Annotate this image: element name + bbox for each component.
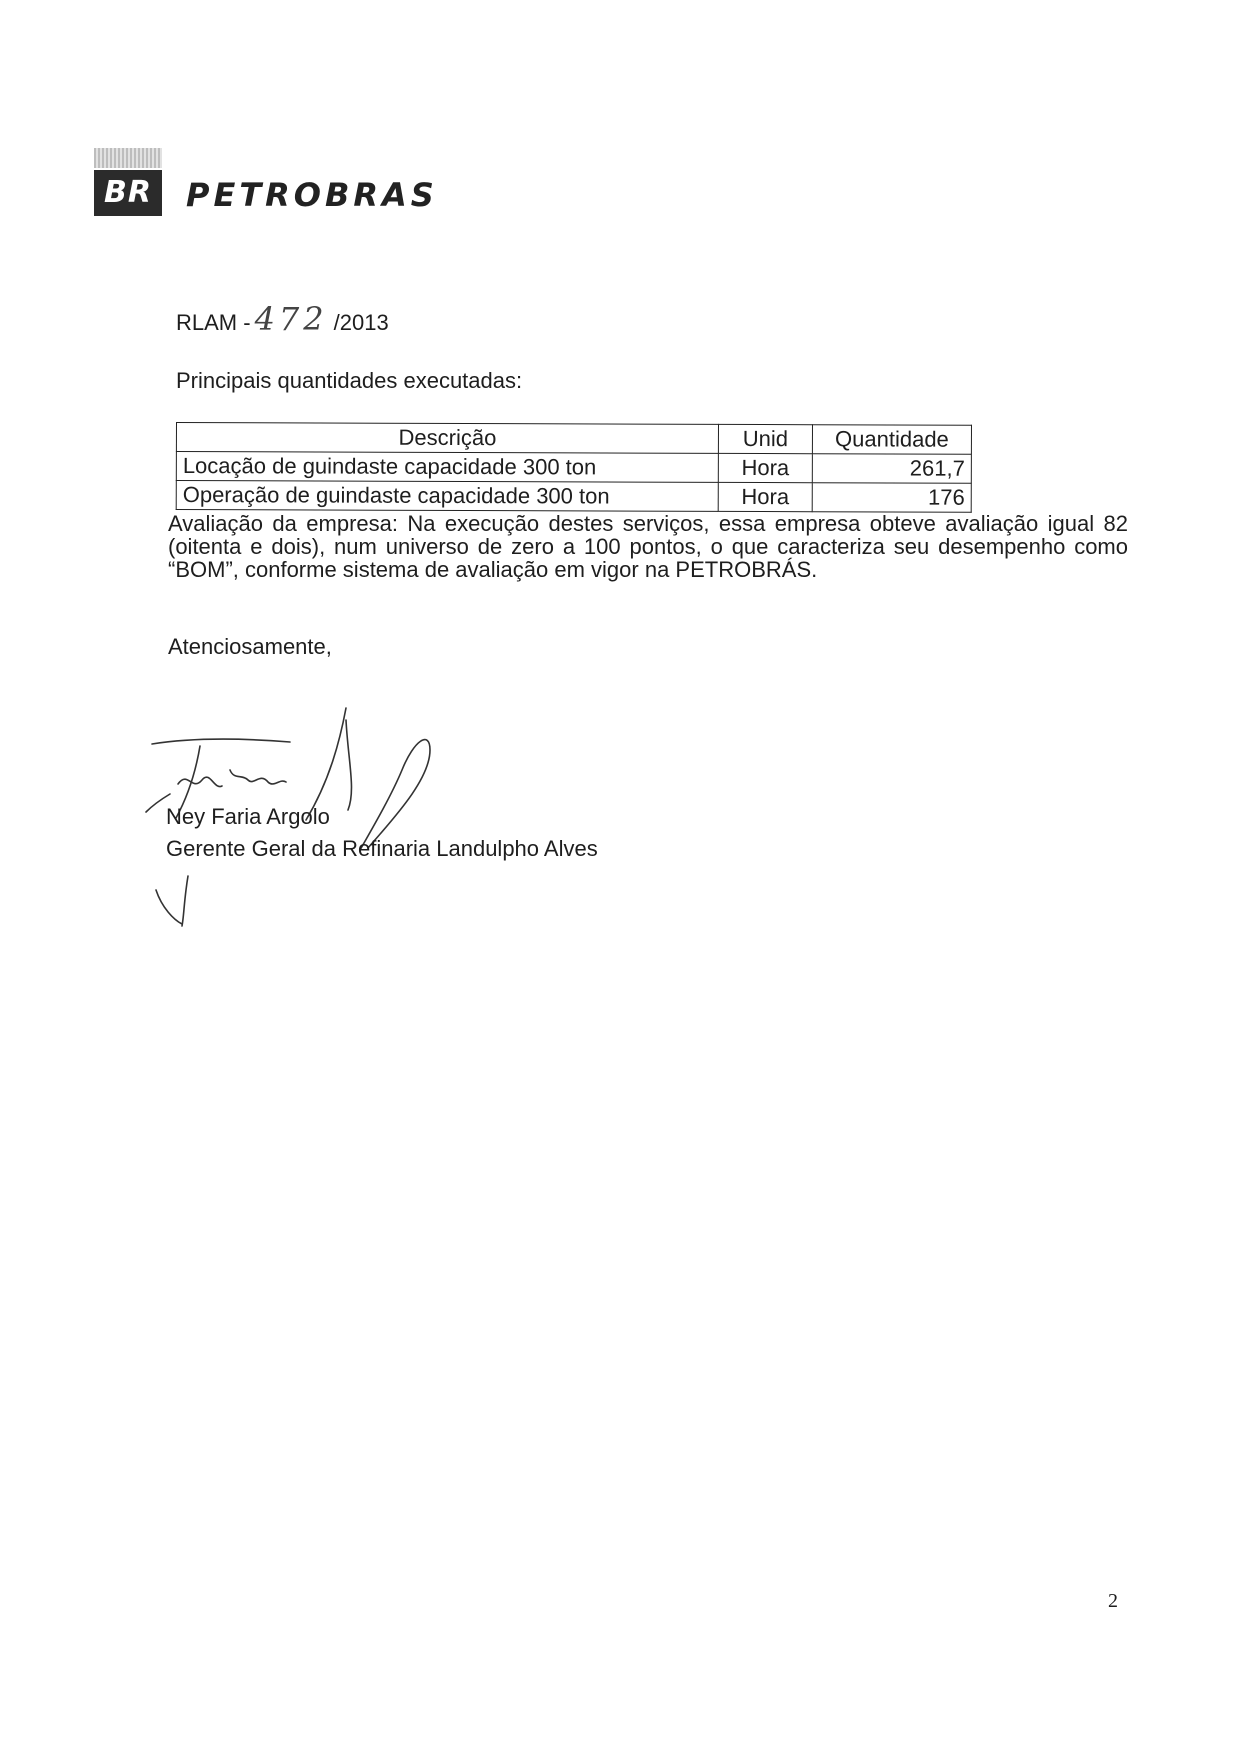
table-row — [176, 452, 971, 484]
petrobras-wordmark: PETROBRAS — [186, 176, 438, 214]
header-unid: Unid — [718, 424, 812, 453]
br-logo-text: BR — [94, 170, 162, 216]
br-logo-mark — [94, 148, 162, 216]
table-header-row — [176, 423, 971, 455]
row-quantidade: 176 — [812, 483, 971, 513]
reference-suffix: /2013 — [333, 310, 389, 335]
header-quantidade: Quantidade — [812, 425, 971, 455]
logo-band — [94, 148, 162, 168]
reference-prefix: RLAM - — [176, 310, 251, 335]
page-number: 2 — [1108, 1590, 1118, 1612]
header-descricao: Descrição — [176, 423, 718, 454]
intro-text: Principais quantidades executadas: — [176, 368, 523, 393]
quantities-table — [176, 422, 972, 513]
signer-name: Ney Faria Argolo — [166, 804, 330, 829]
reference-handwritten-number: 472 — [254, 300, 328, 338]
row-descricao: Operação de guindaste capacidade 300 ton — [176, 481, 718, 512]
signer-title: Gerente Geral da Refinaria Landulpho Alves — [166, 836, 598, 861]
closing-salutation: Atenciosamente, — [168, 634, 332, 659]
evaluation-paragraph: Avaliação da empresa: Na execução destes serviços, essa empresa obteve avaliação igual 82 (oitenta e dois), num universo de zero a 100 pontos, o que caracteriza seu desempenho como “BOM”, conforme sistema de avaliação em vigor na PETROBRÁS. — [168, 511, 1128, 582]
row-descricao: Locação de guindaste capacidade 300 ton — [176, 452, 718, 483]
petrobras-logo — [94, 148, 438, 216]
row-unid: Hora — [718, 453, 812, 482]
row-quantidade: 261,7 — [812, 454, 971, 484]
table-row — [176, 481, 971, 513]
row-unid: Hora — [718, 482, 812, 511]
document-reference — [176, 300, 389, 338]
